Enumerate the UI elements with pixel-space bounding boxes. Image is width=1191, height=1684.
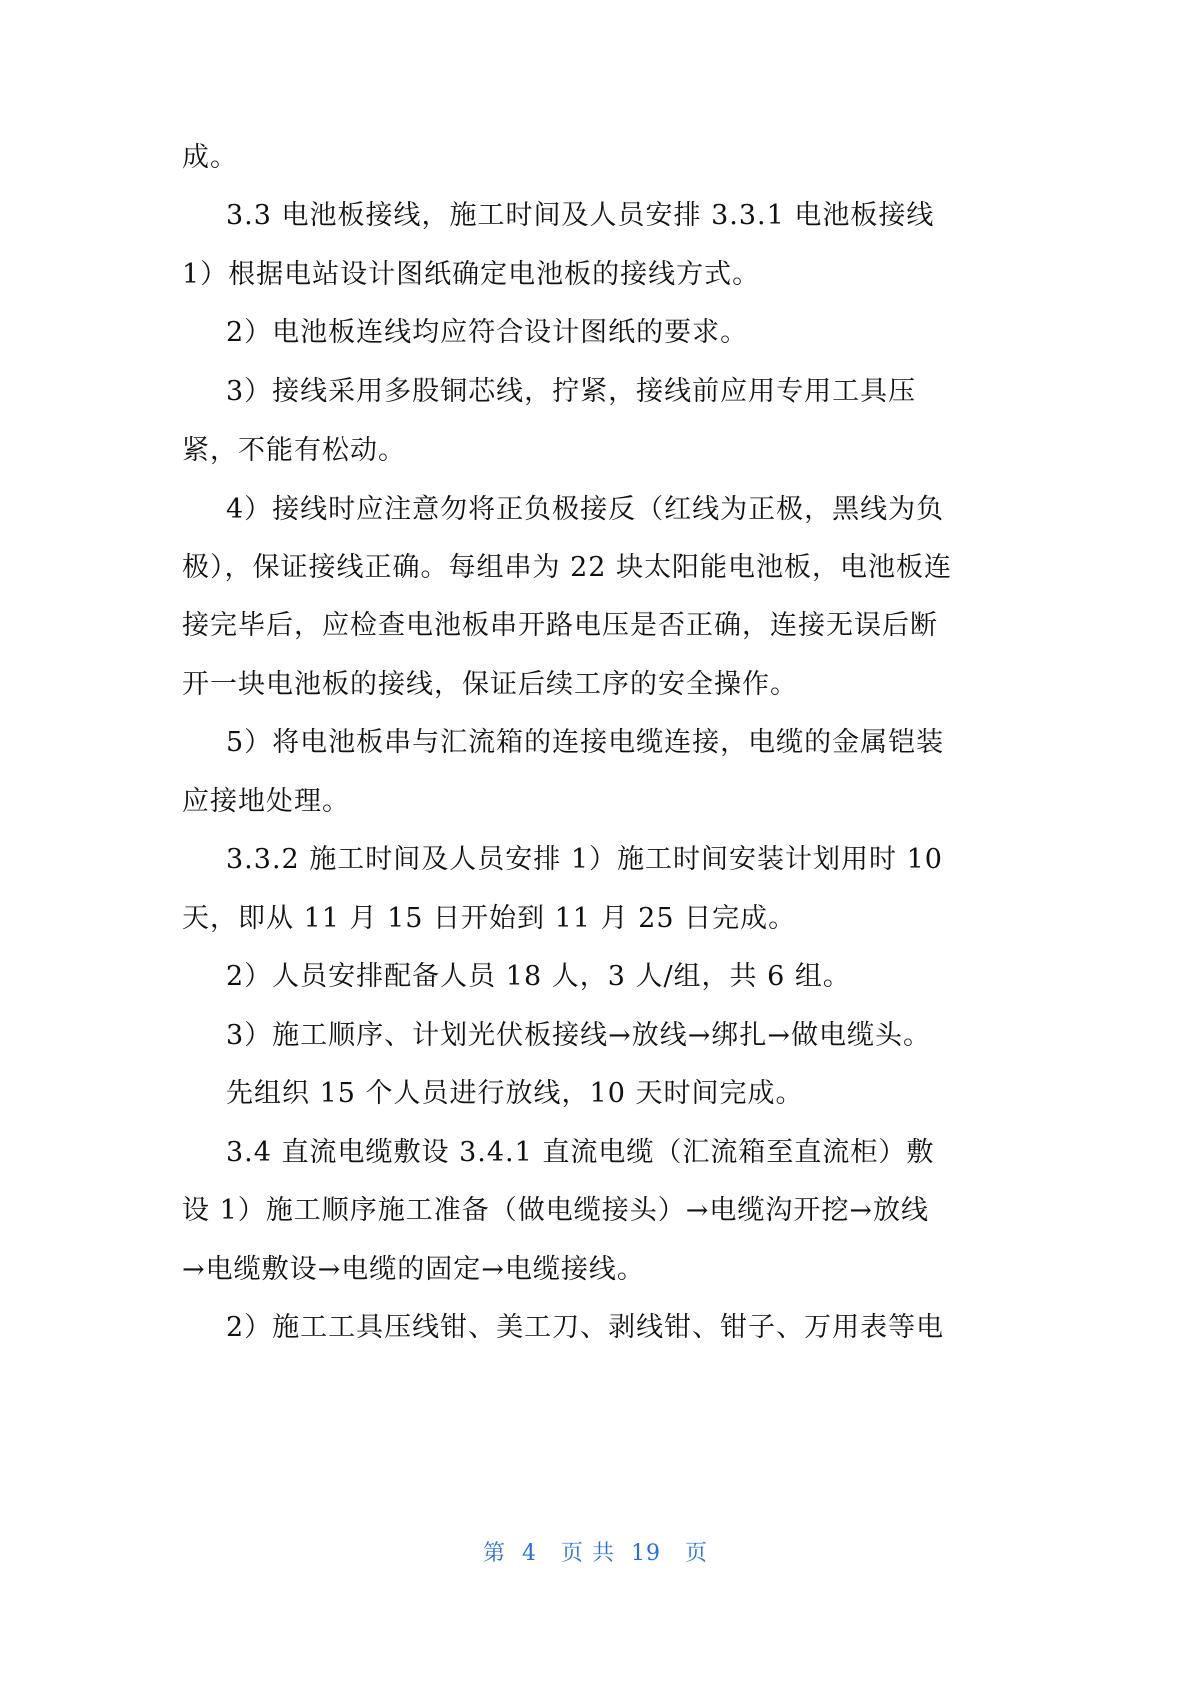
text-line: 2）施工工具压线钳、美工刀、剥线钳、钳子、万用表等电 <box>226 1312 945 1343</box>
text-line: 5）将电池板串与汇流箱的连接电缆连接，电缆的金属铠装 <box>226 727 945 758</box>
text-line: 开一块电池板的接线，保证后续工序的安全操作。 <box>182 669 798 700</box>
text-line: 3）接线采用多股铜芯线，拧紧，接线前应用专用工具压 <box>226 376 917 407</box>
text-line: 3.4 直流电缆敷设 3.4.1 直流电缆（汇流箱至直流柜）敷 <box>226 1137 935 1168</box>
text-line: 3）施工顺序、计划光伏板接线→放线→绑扎→做电缆头。 <box>226 1020 932 1051</box>
text-line: 2）电池板连线均应符合设计图纸的要求。 <box>226 317 749 348</box>
text-line: 紧，不能有松动。 <box>182 435 406 466</box>
text-line: 接完毕后，应检查电池板串开路电压是否正确，连接无误后断 <box>182 610 938 641</box>
page-footer: 第 4 页 共 19 页 <box>483 1541 708 1566</box>
text-line: 应接地处理。 <box>182 786 350 817</box>
text-line: 天，即从 11 月 15 日开始到 11 月 25 日完成。 <box>182 903 797 934</box>
text-line: →电缆敷设→电缆的固定→电缆接线。 <box>182 1254 645 1285</box>
text-line: 2）人员安排配备人员 18 人，3 人/组，共 6 组。 <box>226 961 851 992</box>
text-line: 极），保证接线正确。每组串为 22 块太阳能电池板，电池板连 <box>182 552 953 583</box>
text-line: 4）接线时应注意勿将正负极接反（红线为正极，黑线为负 <box>226 494 945 525</box>
text-line: 1）根据电站设计图纸确定电池板的接线方式。 <box>182 259 761 290</box>
text-line: 先组织 15 个人员进行放线，10 天时间完成。 <box>226 1078 804 1109</box>
text-line: 3.3.2 施工时间及人员安排 1）施工时间安装计划用时 10 <box>226 844 943 875</box>
text-line: 成。 <box>182 142 238 173</box>
text-line: 3.3 电池板接线，施工时间及人员安排 3.3.1 电池板接线 <box>226 200 935 231</box>
text-line: 设 1）施工顺序施工准备（做电缆接头）→电缆沟开挖→放线 <box>182 1195 930 1226</box>
